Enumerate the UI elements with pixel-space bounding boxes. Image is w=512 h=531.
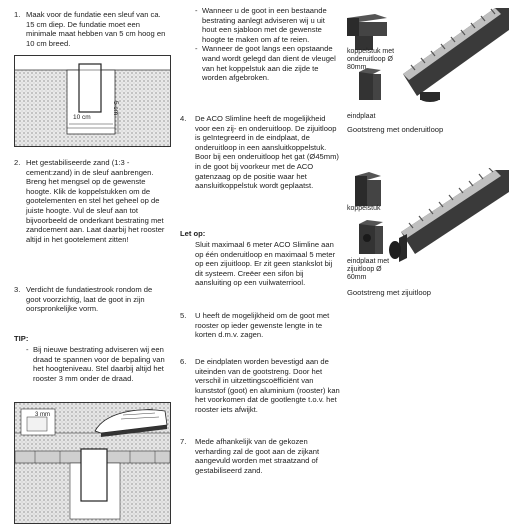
dimension-width: 10 cm: [73, 114, 91, 121]
step-3-number: 3.: [14, 285, 21, 294]
dimension-3mm: 3 mm: [35, 412, 50, 418]
caption-side-outlet: Gootstreng met zijuitloop: [347, 288, 431, 297]
tip-text: - Bij nieuwe bestrating adviseren wij een draad te spannen voor de bepaling van het hoogteniveau. Stel daarbij altijd het rooster 3 mm onder de draad.: [26, 345, 166, 383]
step-7-number: 7.: [180, 437, 187, 446]
extra-tips-list: [195, 6, 340, 83]
step-2-text: Het gestabiliseerde zand (1:3 - cement:zand) in de sleuf aanbrengen. Breng het mengsel op de gewenste hoogte. Klik de koppelstukken om de gootelementen en stel het geheel op de juiste hoogte. Vul de sleuf aan tot bijvoorbeeld de onderkant bestrating met zandcement aan. Laat daarbij het rooster altijd in het gootelement zitten!: [26, 158, 165, 244]
paving-illustration: [15, 403, 170, 523]
trench-illustration: [15, 56, 170, 146]
tip-list: [26, 345, 166, 383]
step-4-text: De ACO Slimline heeft de mogelijkheid voor een zij- en onderuitloop. De zijuitloop is geïntegreerd in de eindplaat, de onderuitloop in een aansluitkoppelstuk. Boor bij een onderuitloop het gat (Ø45mm) in de goot bij voorkeur met de ACO gatenzaag op de positie waar het aansluitkoppelstuk wordt geplaatst.: [195, 114, 339, 191]
letop-label: Let op:: [180, 229, 206, 238]
extra-tip-2: - Wanneer de goot langs een opstaande wand wordt gelegd dan dient de vleugel van het koppelstuk aan die zijde te worden afgebroken.: [195, 44, 340, 82]
dimension-height: 5 cm: [112, 101, 119, 116]
figure-trench: [14, 55, 171, 147]
label-end-plate-side-outlet: eindplaat met zijuitloop Ø 60mm: [347, 258, 390, 281]
figure-paving: [14, 402, 171, 524]
label-connector-bottom-outlet: koppelstuk met onderuitloop Ø 80mm: [347, 48, 395, 71]
label-end-plate: eindplaat: [347, 113, 376, 120]
step-6-text: De eindplaten worden bevestigd aan de uiteinden van de gootstreng. Door het verschil in uitzettingscoëfficiënt van kunststof (goot) en aluminium (rooster) kan het voorkomen dat de gootlengte t.o.v. het rooster iets afwijkt.: [195, 357, 340, 414]
step-1-number: 1.: [14, 10, 21, 19]
step-7-text: Mede afhankelijk van de gekozen verharding zal de goot aan de zijkant aangevuld worden met straatzand of gestabiliseerd zand.: [195, 437, 320, 475]
caption-bottom-outlet: Gootstreng met onderuitloop: [347, 125, 444, 134]
step-6-number: 6.: [180, 357, 187, 366]
letop-text: Sluit maximaal 6 meter ACO Slimline aan op één onderuitloop en maximaal 5 meter op een zijuitloop. Er zit geen stankslot bij dit systeem. Creëer een sifon bij aansluiting op een vuilwaterriool.: [195, 240, 336, 288]
step-2-number: 2.: [14, 158, 21, 167]
step-1-text: Maak voor de fundatie een sleuf van ca. 15 cm diep. De fundatie moet een minimale maat hebben van 5 cm hoog en 10 cm breed.: [26, 10, 166, 48]
tip-label: TIP:: [14, 334, 29, 343]
label-connector: koppelstuk: [347, 205, 381, 212]
step-3-text: Verdicht de fundatiestrook rondom de goot voorzichtig, laat de goot in zijn oorspronkelijke vorm.: [26, 285, 153, 314]
step-5-text: U heeft de mogelijkheid om de goot met rooster op ieder gewenste lengte in te korten d.m.v. zagen.: [195, 311, 330, 340]
step-4-number: 4.: [180, 114, 187, 123]
step-5-number: 5.: [180, 311, 187, 320]
extra-tip-1: - Wanneer u de goot in een bestaande bestrating aanlegt adviseren wij u uit hout een sjabloon met de gewenste hoogte te maken om af te reien.: [195, 6, 340, 44]
